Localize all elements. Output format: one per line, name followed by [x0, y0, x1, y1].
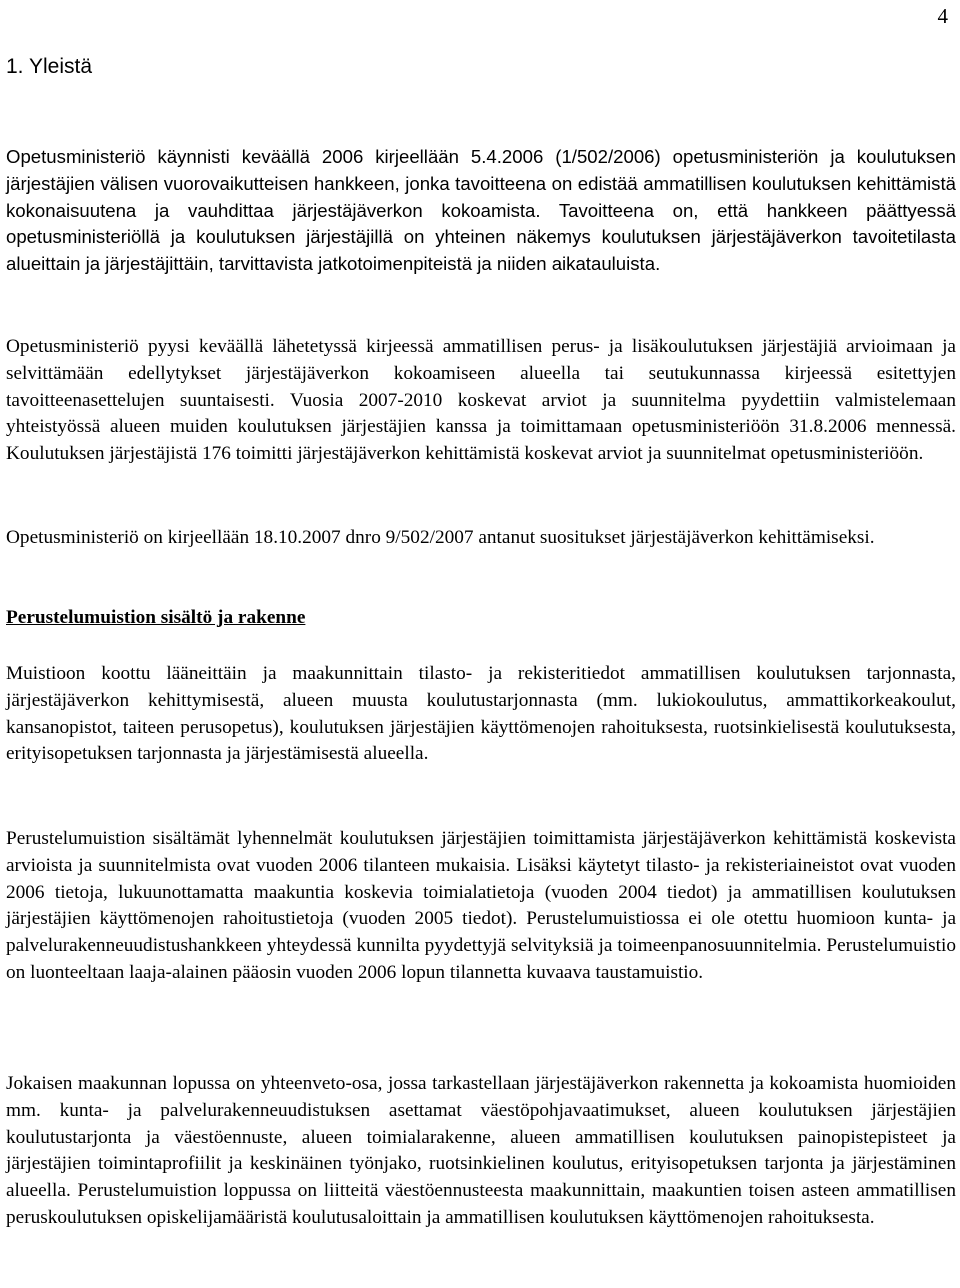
intro-paragraph: Opetusministeriö käynnisti keväällä 2006 kirjeellään 5.4.2006 (1/502/2006) opetusministeriön ja koulutuksen järjestäjien välisen vuorovaikutteisen hankkeen, jonka tavoitteena on edistää ammatillisen koulutuksen kehittämistä kokonaisuutena ja vauhdittaa järjestäjäverkon kokoamista. Tavoitteena on, että hankkeen päättyessä opetusministeriöllä ja koulutuksen järjestäjillä on yhteinen näkemys koulutuksen järjestäjäverkon tavoitetilasta alueittain ja järjestäjittäin, tarvittavista jatkotoimenpiteistä ja niiden aikatauluista. [6, 146, 956, 275]
paragraph-memo-summaries: Perustelumuistion sisältämät lyhennelmät koulutuksen järjestäjien toimittamista järjestäjäverkon kehittämistä koskevista arvioista ja suunnitelmista ovat vuoden 2006 tilanteen mukaisia. Lisäksi käytetyt tilasto- ja rekisteriaineistot ovat vuoden 2006 tietoja, lukuunottamatta maakuntia koskevia toimialatietoja (vuoden 2004 tiedot) ja ammatillisen koulutuksen järjestäjien käyttömenojen rahoitustietoja (vuoden 2005 tiedot). Perustelumuistiossa ei ole otettu huomioon kunta- ja palvelurakenneuudistushankkeen yhteydessä kunnilta pyydettyjä selvityksiä ja toimeenpanosuunnitelmia. Perustelumuistio on luonteeltaan laaja-alainen pääosin vuoden 2006 lopun tilannetta kuvaava taustamuistio. [6, 828, 956, 983]
paragraph-recommendations: Opetusministeriö on kirjeellään 18.10.2007 dnro 9/502/2007 antanut suositukset järjestäjäverkon kehittämiseksi. [6, 527, 875, 548]
subheading-memo-content: Perustelumuistion sisältö ja rakenne [6, 607, 306, 628]
page-number: 4 [937, 4, 948, 28]
paragraph-request-assessments: Opetusministeriö pyysi keväällä lähetetyssä kirjeessä ammatillisen perus- ja lisäkoulutuksen järjestäjiä arvioimaan ja selvittämään edellytykset järjestäjäverkon kokoamiseen alueella tai seutukunnassa kirjeessä esitettyjen tavoitteenasettelujen suuntaisesti. Vuosia 2007-2010 koskevat arviot ja suunnitelma pyydettiin valmistelemaan yhteistyössä alueen muiden koulutuksen järjestäjien kanssa ja toimittamaan opetusministeriöön 31.8.2006 mennessä. Koulutuksen järjestäjistä 176 toimitti järjestäjäverkon kehittämistä koskevat arviot ja suunnitelmat opetusministeriöön. [6, 336, 956, 465]
section-title: 1. Yleistä [6, 55, 92, 78]
paragraph-regional-summary: Jokaisen maakunnan lopussa on yhteenveto-osa, jossa tarkastellaan järjestäjäverkon rakennetta ja kokoamista huomioiden mm. kunta- ja palvelurakenneuudistuksen asettamat väestöpohjavaatimukset, alueen koulutuksen järjestäjien koulutustarjonta ja väestöennuste, alueen toimialarakenne, alueen ammatillisen koulutuksen painopistepisteet ja järjestäjien toimintaprofiilit ja keskinäinen työnjako, ruotsinkielinen koulutus, erityisopetuksen tarjonta ja järjestäminen alueella. Perustelumuistion loppussa on liitteitä väestöennusteesta maakunnittain, maakuntien toisen asteen ammatillisen peruskoulutuksen opiskelijamääristä koulutusaloittain ja ammatillisen koulutuksen käyttömenojen rahoituksesta. [6, 1073, 956, 1228]
paragraph-memo-statistics: Muistioon koottu lääneittäin ja maakunnittain tilasto- ja rekisteritiedot ammatillisen koulutuksen tarjonnasta, järjestäjäverkon kehittymisestä, alueen muusta koulutustarjonnasta (mm. lukiokoulutus, ammattikorkeakoulut, kansanopistot, taiteen perusopetus), koulutuksen järjestäjien käyttömenojen rahoituksesta, ruotsinkielisestä koulutuksesta, erityisopetuksen tarjonnasta ja järjestämisestä alueella. [6, 663, 956, 765]
